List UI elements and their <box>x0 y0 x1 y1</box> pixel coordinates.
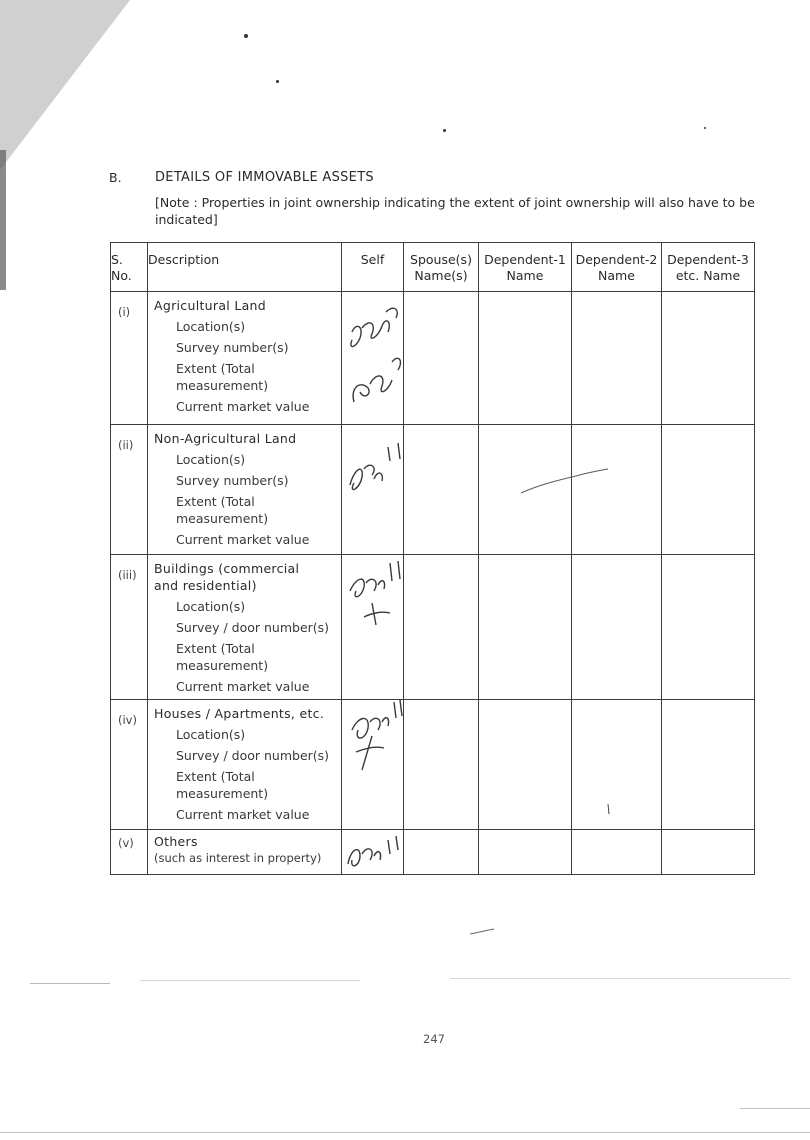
dependent-3-cell <box>662 555 755 700</box>
row-sno: (ii) <box>111 425 148 555</box>
scan-speck <box>443 129 446 132</box>
row-item: Location(s) <box>176 727 246 742</box>
row-subtitle: (such as interest in property) <box>154 851 322 865</box>
row-description <box>148 292 342 425</box>
immovable-assets-table <box>110 242 755 875</box>
row-item: Survey / door number(s) <box>176 620 330 635</box>
dependent-3-cell <box>662 292 755 425</box>
header-dependent-1: Dependent-1 Name <box>479 243 572 292</box>
self-value-cell <box>342 555 404 700</box>
row-item: Current market value <box>176 399 310 414</box>
row-item: Current market value <box>176 532 310 547</box>
spouse-cell <box>404 555 479 700</box>
row-item: Survey / door number(s) <box>176 748 330 763</box>
row-item: Extent (Total measurement) <box>176 494 269 526</box>
spouse-cell <box>404 830 479 875</box>
dependent-2-cell <box>572 292 662 425</box>
spouse-cell <box>404 292 479 425</box>
scan-corner-shadow <box>0 0 130 170</box>
self-value-cell <box>342 700 404 830</box>
dependent-1-cell <box>479 555 572 700</box>
scan-speck <box>244 34 248 38</box>
row-description <box>148 830 342 875</box>
row-title: Houses / Apartments, etc. <box>154 706 325 721</box>
table-row <box>111 292 755 425</box>
dependent-2-cell <box>572 425 662 555</box>
row-title: Non-Agricultural Land <box>154 431 297 446</box>
row-sno: (i) <box>111 292 148 425</box>
row-item: Location(s) <box>176 599 246 614</box>
dependent-1-cell <box>479 292 572 425</box>
handwritten-signature <box>342 830 404 875</box>
dependent-1-cell <box>479 700 572 830</box>
pen-stroke <box>572 700 662 829</box>
handwritten-signature <box>342 292 404 425</box>
row-description <box>148 425 342 555</box>
table-row <box>111 700 755 830</box>
pen-stroke <box>572 425 662 554</box>
row-item: Extent (Total measurement) <box>176 361 269 393</box>
table-row <box>111 425 755 555</box>
dependent-1-cell <box>479 830 572 875</box>
row-title: Others <box>154 834 198 849</box>
row-item: Survey number(s) <box>176 473 289 488</box>
self-value-cell <box>342 425 404 555</box>
row-item: Extent (Total measurement) <box>176 769 269 801</box>
table-header-row <box>111 243 755 292</box>
page-number: 247 <box>423 1032 445 1046</box>
header-self: Self <box>342 243 404 292</box>
row-item: Current market value <box>176 807 310 822</box>
row-item: Current market value <box>176 679 310 694</box>
scan-speck <box>276 80 279 83</box>
spouse-cell <box>404 700 479 830</box>
dependent-3-cell <box>662 700 755 830</box>
row-sno: (v) <box>111 830 148 875</box>
row-sno: (iv) <box>111 700 148 830</box>
scan-speck <box>704 127 706 129</box>
section-letter: B. <box>109 170 122 185</box>
pen-stroke <box>479 425 572 554</box>
dependent-3-cell <box>662 425 755 555</box>
row-title: Buildings (commercial <box>154 561 300 576</box>
dependent-2-cell <box>572 700 662 830</box>
self-value-cell <box>342 830 404 875</box>
scan-noise <box>450 978 790 979</box>
section-title: DETAILS OF IMMOVABLE ASSETS <box>155 170 374 185</box>
self-value-cell <box>342 292 404 425</box>
dependent-3-cell <box>662 830 755 875</box>
header-sno: S. No. <box>111 243 148 292</box>
header-dependent-3: Dependent-3 etc. Name <box>662 243 755 292</box>
row-description <box>148 555 342 700</box>
scan-noise <box>740 1108 810 1109</box>
row-title: Agricultural Land <box>154 298 267 313</box>
dependent-1-cell <box>479 425 572 555</box>
dependent-2-cell <box>572 830 662 875</box>
header-description: Description <box>148 243 342 292</box>
scan-noise <box>30 983 110 984</box>
spouse-cell <box>404 425 479 555</box>
row-item: Survey number(s) <box>176 340 289 355</box>
scan-noise <box>140 980 360 981</box>
row-title: and residential) <box>154 578 257 593</box>
row-item: Extent (Total measurement) <box>176 641 269 673</box>
header-dependent-2: Dependent-2 Name <box>572 243 662 292</box>
table-row <box>111 830 755 875</box>
header-spouse: Spouse(s) Name(s) <box>404 243 479 292</box>
scan-edge-shadow <box>0 150 6 290</box>
handwritten-signature <box>342 555 404 700</box>
row-description <box>148 700 342 830</box>
row-sno: (iii) <box>111 555 148 700</box>
table-row <box>111 555 755 700</box>
row-item: Location(s) <box>176 452 246 467</box>
handwritten-signature <box>342 700 404 829</box>
handwritten-signature <box>342 425 404 554</box>
row-item: Location(s) <box>176 319 246 334</box>
scan-noise <box>0 1132 810 1133</box>
dependent-2-cell <box>572 555 662 700</box>
section-note: [Note : Properties in joint ownership indicating the extent of joint ownership will also have to be indicated] <box>155 195 755 227</box>
